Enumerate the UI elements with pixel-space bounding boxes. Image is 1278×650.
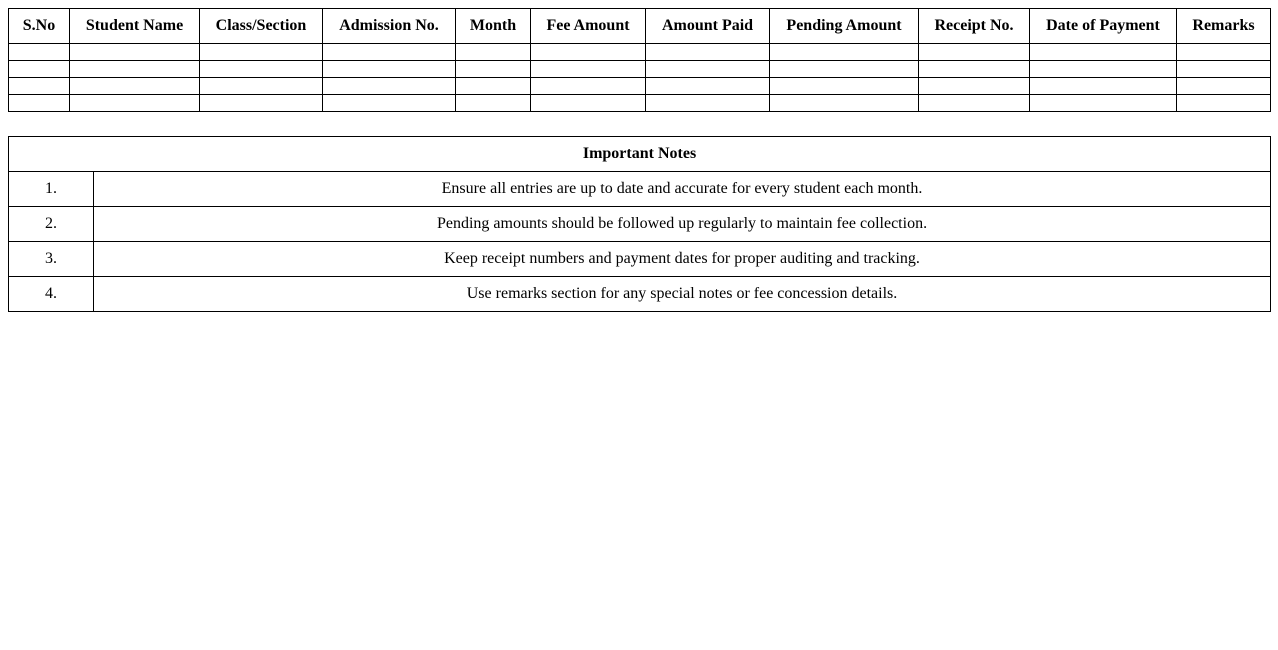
table-cell — [70, 44, 200, 61]
note-number: 3. — [9, 242, 94, 277]
table-cell — [770, 95, 919, 112]
column-header-receipt-no: Receipt No. — [919, 9, 1030, 44]
table-cell — [323, 78, 456, 95]
fee-table-header-row — [9, 9, 1271, 44]
note-text: Pending amounts should be followed up regularly to maintain fee collection. — [94, 207, 1271, 242]
column-header-student-name: Student Name — [70, 9, 200, 44]
table-cell — [323, 44, 456, 61]
column-header-date-of-payment: Date of Payment — [1030, 9, 1177, 44]
table-cell — [1030, 44, 1177, 61]
table-cell — [919, 95, 1030, 112]
table-cell — [919, 61, 1030, 78]
important-notes-table — [8, 136, 1271, 312]
table-cell — [531, 61, 646, 78]
column-header-sno: S.No — [9, 9, 70, 44]
column-header-pending-amount: Pending Amount — [770, 9, 919, 44]
table-row — [9, 78, 1271, 95]
notes-title-row — [9, 137, 1271, 172]
note-text: Keep receipt numbers and payment dates for proper auditing and tracking. — [94, 242, 1271, 277]
table-cell — [9, 78, 70, 95]
table-cell — [1177, 61, 1271, 78]
table-cell — [919, 44, 1030, 61]
column-header-admission-no: Admission No. — [323, 9, 456, 44]
table-cell — [646, 78, 770, 95]
table-cell — [646, 44, 770, 61]
table-cell — [919, 78, 1030, 95]
note-row — [9, 172, 1271, 207]
table-cell — [456, 44, 531, 61]
table-cell — [200, 44, 323, 61]
note-row — [9, 207, 1271, 242]
column-header-amount-paid: Amount Paid — [646, 9, 770, 44]
table-cell — [1177, 95, 1271, 112]
table-cell — [770, 44, 919, 61]
table-cell — [200, 78, 323, 95]
table-cell — [70, 78, 200, 95]
note-row — [9, 242, 1271, 277]
table-cell — [200, 61, 323, 78]
fee-record-table — [8, 8, 1271, 112]
table-cell — [646, 61, 770, 78]
table-cell — [531, 95, 646, 112]
table-cell — [770, 61, 919, 78]
table-cell — [456, 95, 531, 112]
table-cell — [9, 61, 70, 78]
table-cell — [9, 95, 70, 112]
note-row — [9, 277, 1271, 312]
table-cell — [456, 78, 531, 95]
table-cell — [1030, 78, 1177, 95]
table-cell — [1177, 78, 1271, 95]
column-header-fee-amount: Fee Amount — [531, 9, 646, 44]
column-header-month: Month — [456, 9, 531, 44]
table-cell — [9, 44, 70, 61]
table-row — [9, 44, 1271, 61]
table-cell — [770, 78, 919, 95]
note-number: 1. — [9, 172, 94, 207]
table-cell — [1030, 95, 1177, 112]
note-number: 2. — [9, 207, 94, 242]
table-cell — [531, 78, 646, 95]
table-cell — [1030, 61, 1177, 78]
table-cell — [70, 61, 200, 78]
table-row — [9, 95, 1271, 112]
table-cell — [323, 61, 456, 78]
note-text: Use remarks section for any special notes or fee concession details. — [94, 277, 1271, 312]
notes-title: Important Notes — [9, 137, 1271, 172]
note-number: 4. — [9, 277, 94, 312]
table-cell — [1177, 44, 1271, 61]
table-row — [9, 61, 1271, 78]
note-text: Ensure all entries are up to date and accurate for every student each month. — [94, 172, 1271, 207]
table-cell — [200, 95, 323, 112]
table-cell — [323, 95, 456, 112]
column-header-class-section: Class/Section — [200, 9, 323, 44]
table-cell — [456, 61, 531, 78]
table-cell — [646, 95, 770, 112]
table-cell — [70, 95, 200, 112]
column-header-remarks: Remarks — [1177, 9, 1271, 44]
table-cell — [531, 44, 646, 61]
